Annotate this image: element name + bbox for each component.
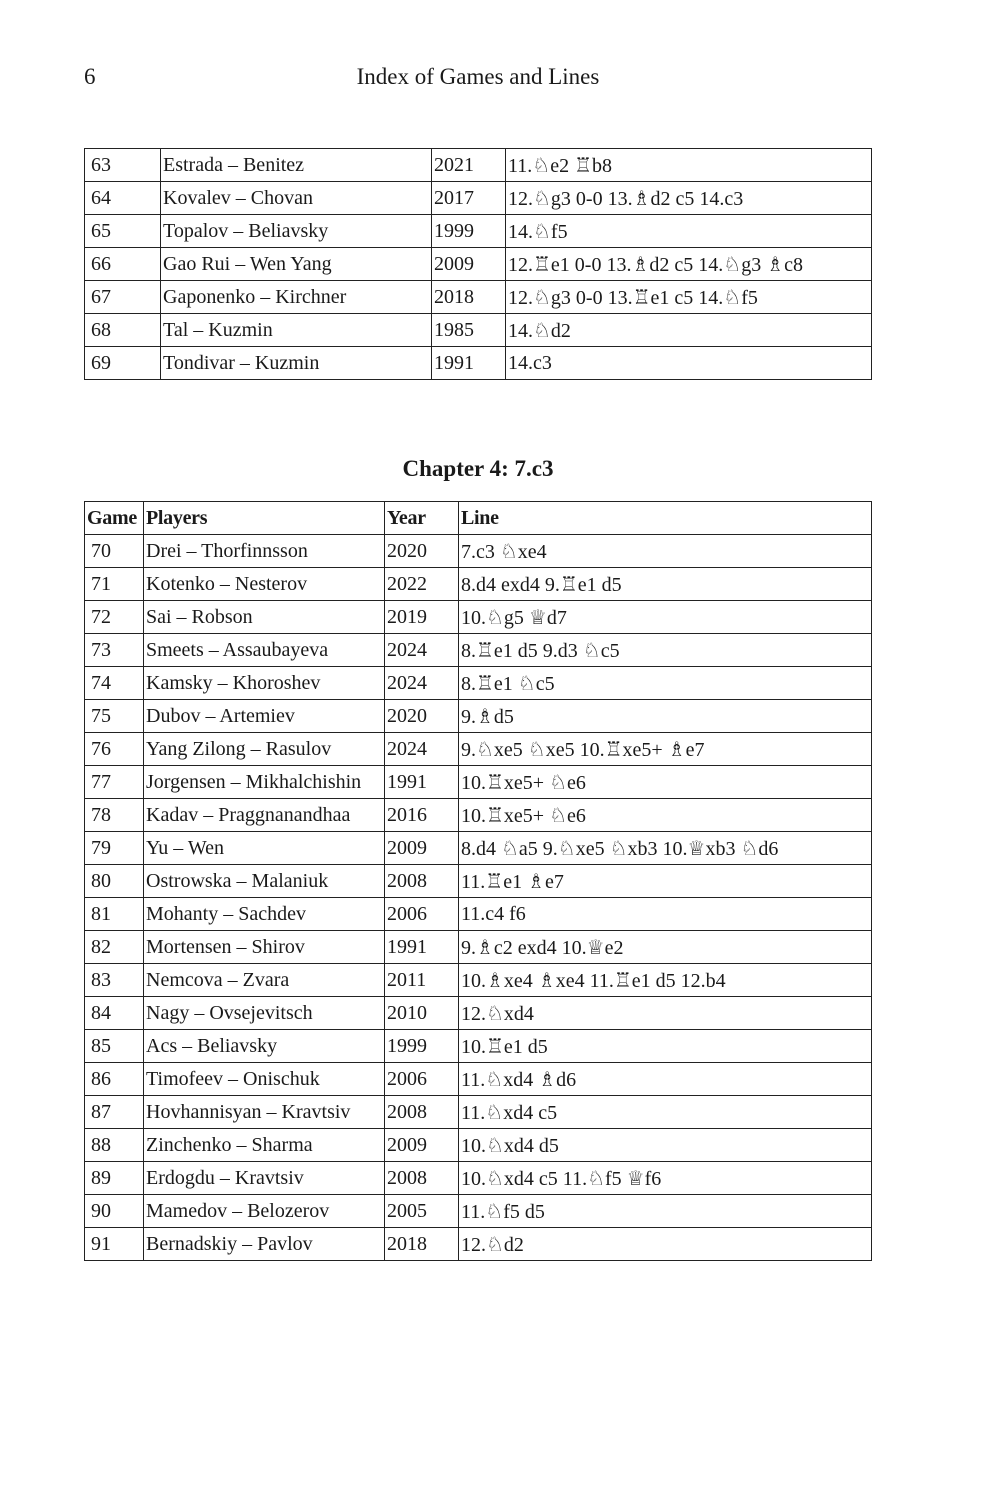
game-number-cell: 85 [85, 1030, 144, 1063]
game-number-cell: 63 [85, 149, 161, 182]
year-cell: 1985 [432, 314, 506, 347]
game-number-cell: 86 [85, 1063, 144, 1096]
players-cell: Hovhannisyan – Kravtsiv [144, 1096, 385, 1129]
line-cell: 10.♘xd4 d5 [459, 1129, 872, 1162]
table-row [85, 1030, 872, 1063]
players-cell: Nagy – Ovsejevitsch [144, 997, 385, 1030]
game-number-cell: 78 [85, 799, 144, 832]
line-cell: 12.♖e1 0-0 13.♗d2 c5 14.♘g3 ♗c8 [506, 248, 872, 281]
line-cell: 14.c3 [506, 347, 872, 380]
line-cell: 8.♖e1 d5 9.d3 ♘c5 [459, 634, 872, 667]
game-number-cell: 64 [85, 182, 161, 215]
year-cell: 2009 [385, 832, 459, 865]
game-number-cell: 84 [85, 997, 144, 1030]
line-cell: 11.♖e1 ♗e7 [459, 865, 872, 898]
line-cell: 10.♖xe5+ ♘e6 [459, 766, 872, 799]
players-cell: Erdogdu – Kravtsiv [144, 1162, 385, 1195]
game-number-cell: 89 [85, 1162, 144, 1195]
line-cell: 8.d4 exd4 9.♖e1 d5 [459, 568, 872, 601]
game-number-cell: 67 [85, 281, 161, 314]
line-cell: 11.♘f5 d5 [459, 1195, 872, 1228]
game-number-cell: 76 [85, 733, 144, 766]
table-row [85, 1063, 872, 1096]
game-number-cell: 73 [85, 634, 144, 667]
players-cell: Estrada – Benitez [161, 149, 432, 182]
table-row [85, 799, 872, 832]
year-cell: 2018 [432, 281, 506, 314]
line-cell: 10.♖xe5+ ♘e6 [459, 799, 872, 832]
line-cell: 9.♗d5 [459, 700, 872, 733]
game-number-cell: 68 [85, 314, 161, 347]
players-cell: Ostrowska – Malaniuk [144, 865, 385, 898]
table-row [85, 601, 872, 634]
table-row [85, 215, 872, 248]
players-cell: Bernadskiy – Pavlov [144, 1228, 385, 1261]
game-number-cell: 75 [85, 700, 144, 733]
line-cell: 8.♖e1 ♘c5 [459, 667, 872, 700]
year-cell: 2022 [385, 568, 459, 601]
table-row [85, 568, 872, 601]
players-cell: Topalov – Beliavsky [161, 215, 432, 248]
table-row [85, 314, 872, 347]
line-cell: 14.♘f5 [506, 215, 872, 248]
players-cell: Jorgensen – Mikhalchishin [144, 766, 385, 799]
table-row [85, 832, 872, 865]
header-game: Game [85, 502, 144, 535]
game-number-cell: 91 [85, 1228, 144, 1261]
game-number-cell: 69 [85, 347, 161, 380]
table-row [85, 634, 872, 667]
line-cell: 10.♘xd4 c5 11.♘f5 ♕f6 [459, 1162, 872, 1195]
players-cell: Mohanty – Sachdev [144, 898, 385, 931]
year-cell: 2006 [385, 898, 459, 931]
year-cell: 1999 [432, 215, 506, 248]
year-cell: 2016 [385, 799, 459, 832]
game-number-cell: 87 [85, 1096, 144, 1129]
year-cell: 2009 [385, 1129, 459, 1162]
line-cell: 11.♘e2 ♖b8 [506, 149, 872, 182]
players-cell: Zinchenko – Sharma [144, 1129, 385, 1162]
table-row [85, 700, 872, 733]
players-cell: Yu – Wen [144, 832, 385, 865]
line-cell: 11.c4 f6 [459, 898, 872, 931]
year-cell: 2005 [385, 1195, 459, 1228]
table-header-row [85, 502, 872, 535]
players-cell: Kotenko – Nesterov [144, 568, 385, 601]
year-cell: 2008 [385, 1096, 459, 1129]
table-row [85, 1228, 872, 1261]
table-row [85, 1129, 872, 1162]
game-number-cell: 66 [85, 248, 161, 281]
table-row [85, 1096, 872, 1129]
players-cell: Gaponenko – Kirchner [161, 281, 432, 314]
players-cell: Drei – Thorfinnsson [144, 535, 385, 568]
year-cell: 1991 [385, 766, 459, 799]
year-cell: 2010 [385, 997, 459, 1030]
table-row [85, 733, 872, 766]
year-cell: 2019 [385, 601, 459, 634]
players-cell: Smeets – Assaubayeva [144, 634, 385, 667]
line-cell: 11.♘xd4 c5 [459, 1096, 872, 1129]
table-row [85, 964, 872, 997]
page-number: 6 [84, 64, 96, 89]
running-head: Index of Games and Lines [356, 64, 600, 89]
game-number-cell: 80 [85, 865, 144, 898]
chapter-title: Chapter 4: 7.c3 [402, 456, 554, 481]
game-number-cell: 77 [85, 766, 144, 799]
year-cell: 2020 [385, 700, 459, 733]
line-cell: 9.♘xe5 ♘xe5 10.♖xe5+ ♗e7 [459, 733, 872, 766]
table-row [85, 248, 872, 281]
players-cell: Dubov – Artemiev [144, 700, 385, 733]
table-row [85, 865, 872, 898]
game-number-cell: 90 [85, 1195, 144, 1228]
game-number-cell: 82 [85, 931, 144, 964]
game-number-cell: 83 [85, 964, 144, 997]
chapter-4-games-table [84, 501, 872, 1261]
year-cell: 2011 [385, 964, 459, 997]
year-cell: 2008 [385, 865, 459, 898]
year-cell: 2008 [385, 1162, 459, 1195]
line-cell: 8.d4 ♘a5 9.♘xe5 ♘xb3 10.♕xb3 ♘d6 [459, 832, 872, 865]
table-row [85, 281, 872, 314]
header-line: Line [459, 502, 872, 535]
year-cell: 2009 [432, 248, 506, 281]
table-row [85, 347, 872, 380]
header-year: Year [385, 502, 459, 535]
year-cell: 2018 [385, 1228, 459, 1261]
players-cell: Kamsky – Khoroshev [144, 667, 385, 700]
year-cell: 1991 [432, 347, 506, 380]
players-cell: Tal – Kuzmin [161, 314, 432, 347]
year-cell: 2021 [432, 149, 506, 182]
line-cell: 10.♖e1 d5 [459, 1030, 872, 1063]
game-number-cell: 79 [85, 832, 144, 865]
table-row [85, 997, 872, 1030]
players-cell: Kadav – Praggnanandhaa [144, 799, 385, 832]
games-table-continued [84, 148, 872, 380]
players-cell: Sai – Robson [144, 601, 385, 634]
year-cell: 2006 [385, 1063, 459, 1096]
game-number-cell: 65 [85, 215, 161, 248]
table-row [85, 182, 872, 215]
year-cell: 2017 [432, 182, 506, 215]
players-cell: Kovalev – Chovan [161, 182, 432, 215]
line-cell: 12.♘g3 0-0 13.♖e1 c5 14.♘f5 [506, 281, 872, 314]
game-number-cell: 70 [85, 535, 144, 568]
line-cell: 10.♗xe4 ♗xe4 11.♖e1 d5 12.b4 [459, 964, 872, 997]
players-cell: Mortensen – Shirov [144, 931, 385, 964]
players-cell: Nemcova – Zvara [144, 964, 385, 997]
line-cell: 12.♘g3 0-0 13.♗d2 c5 14.c3 [506, 182, 872, 215]
year-cell: 1999 [385, 1030, 459, 1063]
game-number-cell: 72 [85, 601, 144, 634]
year-cell: 2020 [385, 535, 459, 568]
game-number-cell: 88 [85, 1129, 144, 1162]
table-row [85, 1162, 872, 1195]
players-cell: Tondivar – Kuzmin [161, 347, 432, 380]
players-cell: Acs – Beliavsky [144, 1030, 385, 1063]
line-cell: 10.♘g5 ♕d7 [459, 601, 872, 634]
table-row [85, 766, 872, 799]
players-cell: Mamedov – Belozerov [144, 1195, 385, 1228]
players-cell: Timofeev – Onischuk [144, 1063, 385, 1096]
line-cell: 9.♗c2 exd4 10.♕e2 [459, 931, 872, 964]
year-cell: 2024 [385, 733, 459, 766]
table-row [85, 1195, 872, 1228]
game-number-cell: 81 [85, 898, 144, 931]
table-row [85, 931, 872, 964]
line-cell: 11.♘xd4 ♗d6 [459, 1063, 872, 1096]
line-cell: 12.♘xd4 [459, 997, 872, 1030]
line-cell: 12.♘d2 [459, 1228, 872, 1261]
players-cell: Gao Rui – Wen Yang [161, 248, 432, 281]
players-cell: Yang Zilong – Rasulov [144, 733, 385, 766]
line-cell: 7.c3 ♘xe4 [459, 535, 872, 568]
game-number-cell: 71 [85, 568, 144, 601]
table-row [85, 898, 872, 931]
table-row [85, 667, 872, 700]
year-cell: 1991 [385, 931, 459, 964]
header-players: Players [144, 502, 385, 535]
table-row [85, 535, 872, 568]
table-row [85, 149, 872, 182]
game-number-cell: 74 [85, 667, 144, 700]
line-cell: 14.♘d2 [506, 314, 872, 347]
year-cell: 2024 [385, 667, 459, 700]
year-cell: 2024 [385, 634, 459, 667]
